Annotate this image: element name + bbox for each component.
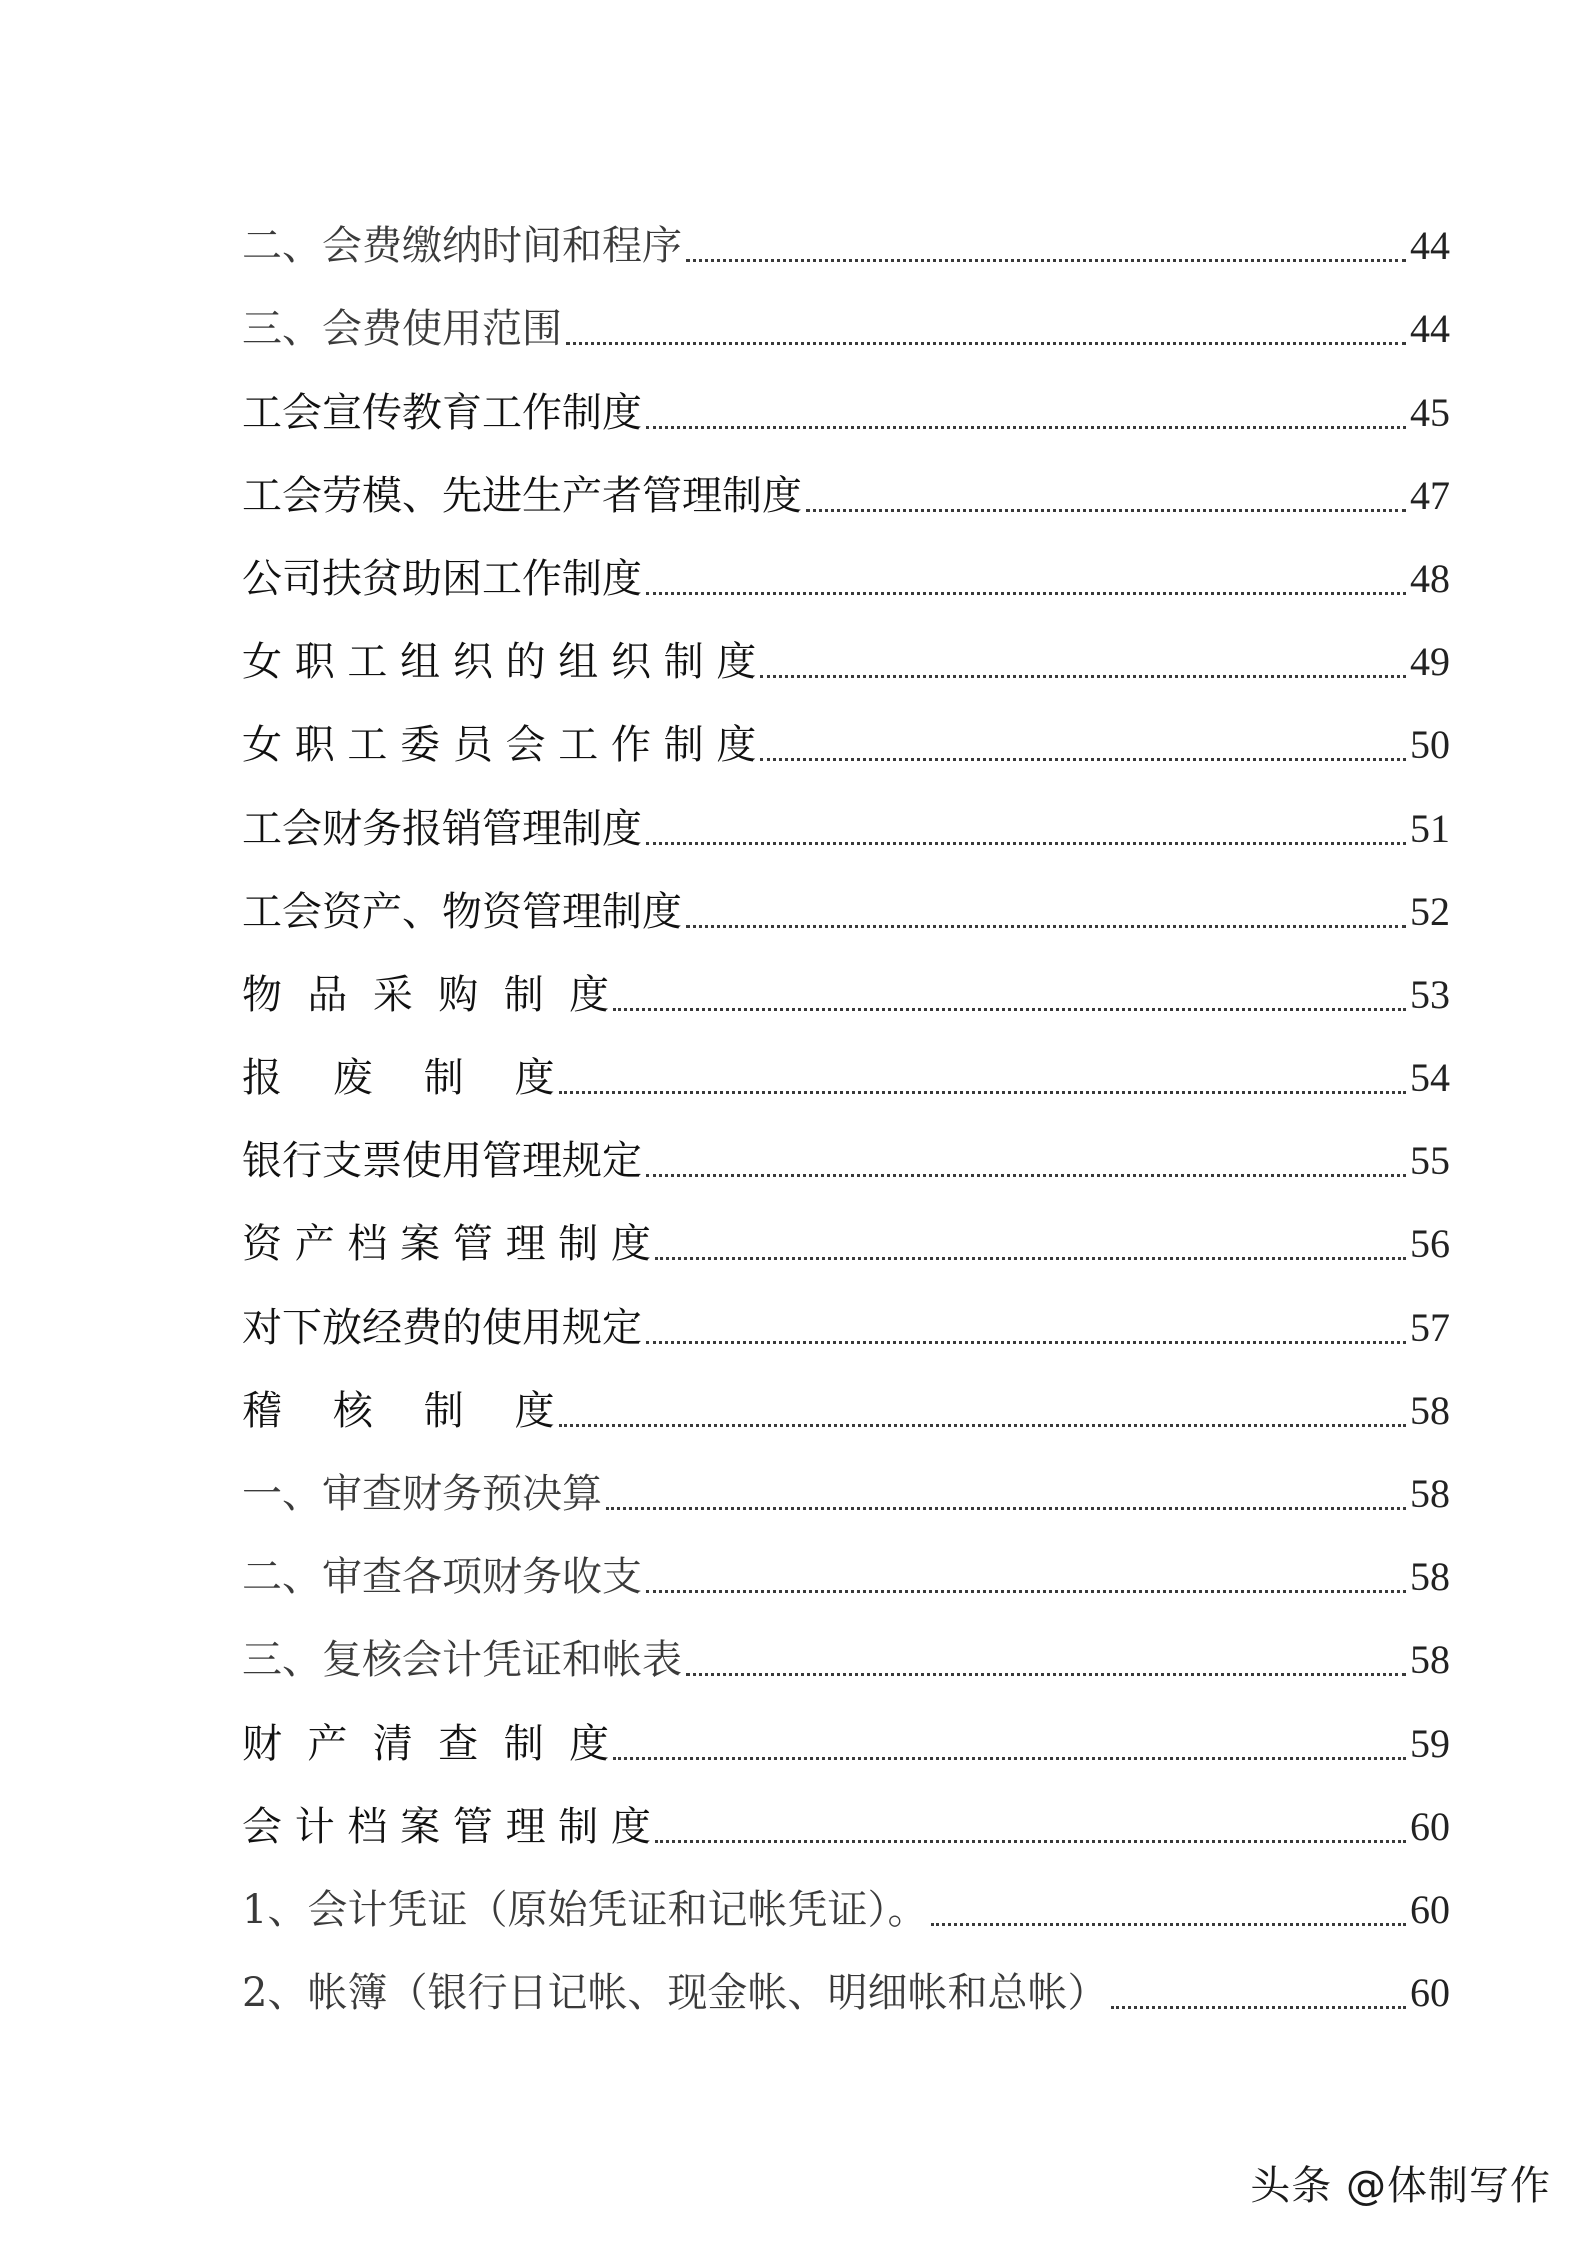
- toc-entry-page-number: 51: [1410, 805, 1450, 851]
- watermark: [1250, 2154, 1551, 2211]
- toc-entry-title: 工会资产、物资管理制度: [242, 888, 682, 935]
- toc-leader-dots: [559, 1424, 1406, 1427]
- toc-entry[interactable]: [242, 1952, 1450, 2035]
- toc-entry-page-number: 48: [1410, 555, 1450, 601]
- toc-leader-dots: [655, 1257, 1406, 1260]
- toc-entry[interactable]: [242, 1037, 1450, 1120]
- toc-entry-page-number: 45: [1410, 389, 1450, 435]
- toc-entry-page-number: 44: [1410, 223, 1450, 269]
- toc-leader-dots: [646, 1590, 1406, 1593]
- toc-entry-title: 2、帐簿（银行日记帐、现金帐、明细帐和总帐）: [242, 1970, 1108, 2017]
- toc-leader-dots: [806, 509, 1406, 512]
- toc-leader-dots: [613, 1008, 1406, 1011]
- toc-entry[interactable]: [242, 787, 1450, 870]
- toc-leader-dots: [931, 1923, 1406, 1926]
- toc-entry-page-number: 58: [1410, 1387, 1450, 1433]
- toc-entry-title: 会 计 档 案 管 理 制 度: [242, 1803, 652, 1850]
- toc-entry-title: 稽 核 制 度: [242, 1387, 555, 1434]
- toc-leader-dots: [646, 1341, 1406, 1344]
- toc-entry-title: 财 产 清 查 制 度: [242, 1720, 610, 1767]
- toc-entry-page-number: 47: [1410, 472, 1450, 518]
- toc-entry-page-number: 52: [1410, 888, 1450, 934]
- toc-entry-page-number: 58: [1410, 1637, 1450, 1683]
- toc-entry-page-number: 60: [1410, 1803, 1450, 1849]
- toc-leader-dots: [686, 925, 1406, 928]
- toc-entry[interactable]: [242, 1786, 1450, 1869]
- toc-entry-page-number: 58: [1410, 1554, 1450, 1600]
- toc-entry-page-number: 59: [1410, 1720, 1450, 1766]
- toc-leader-dots: [686, 1673, 1406, 1676]
- toc-entry-title: 对下放经费的使用规定: [242, 1304, 642, 1351]
- toc-entry-title: 工会财务报销管理制度: [242, 805, 642, 852]
- toc-entry[interactable]: [242, 288, 1450, 371]
- toc-entry-title: 一、审查财务预决算: [242, 1471, 602, 1517]
- toc-entry-title: 报 废 制 度: [242, 1055, 555, 1102]
- toc-entry[interactable]: [242, 871, 1450, 954]
- toc-leader-dots: [646, 1174, 1406, 1177]
- toc-leader-dots: [646, 592, 1406, 595]
- toc-entry-title: 公司扶贫助困工作制度: [242, 555, 642, 602]
- toc-entry-page-number: 60: [1410, 1970, 1450, 2016]
- toc-entry[interactable]: [242, 1203, 1450, 1286]
- toc-entry-page-number: 56: [1410, 1221, 1450, 1267]
- toc-entry[interactable]: [242, 371, 1450, 454]
- toc-entry[interactable]: [242, 1869, 1450, 1952]
- toc-entry[interactable]: [242, 1286, 1450, 1369]
- toc-entry-title: 资 产 档 案 管 理 制 度: [242, 1221, 652, 1268]
- toc-leader-dots: [566, 342, 1406, 345]
- toc-leader-dots: [646, 842, 1406, 845]
- toc-entry-title: 工会宣传教育工作制度: [242, 389, 642, 436]
- toc-leader-dots: [655, 1840, 1406, 1843]
- toc-entry-page-number: 44: [1410, 306, 1450, 352]
- toc-entry[interactable]: [242, 704, 1450, 787]
- toc-entry-page-number: 53: [1410, 971, 1450, 1017]
- toc-entry-title: 1、会计凭证（原始凭证和记帐凭证）。: [242, 1886, 928, 1933]
- toc-leader-dots: [686, 259, 1406, 262]
- toc-leader-dots: [613, 1757, 1406, 1760]
- toc-entry-title: 物 品 采 购 制 度: [242, 971, 610, 1018]
- toc-leader-dots: [760, 675, 1406, 678]
- toc-entry[interactable]: [242, 1370, 1450, 1453]
- watermark-text: 头条 @体制写作: [1250, 2163, 1551, 2209]
- toc-entry-title: 三、会费使用范围: [242, 306, 562, 353]
- toc-entry-title: 二、会费缴纳时间和程序: [242, 223, 682, 270]
- toc-entry-page-number: 58: [1410, 1471, 1450, 1516]
- toc-entry-page-number: 54: [1410, 1055, 1450, 1101]
- toc-entry[interactable]: [242, 455, 1450, 538]
- toc-entry-title: 三、复核会计凭证和帐表: [242, 1637, 682, 1684]
- toc-entry-page-number: 49: [1410, 639, 1450, 685]
- toc-entry-title: 工会劳模、先进生产者管理制度: [242, 472, 802, 519]
- toc-leader-dots: [606, 1507, 1406, 1510]
- toc-leader-dots: [760, 758, 1406, 761]
- toc-entry-page-number: 57: [1410, 1304, 1450, 1350]
- toc-entry[interactable]: [242, 621, 1450, 704]
- toc-entry-title: 女 职 工 组 织 的 组 织 制 度: [242, 639, 757, 686]
- toc-entry[interactable]: [242, 205, 1450, 288]
- toc-entry[interactable]: [242, 538, 1450, 621]
- toc-entry[interactable]: [242, 954, 1450, 1037]
- toc-entry[interactable]: [242, 1120, 1450, 1203]
- toc-entry-page-number: 55: [1410, 1138, 1450, 1184]
- toc-entry-page-number: 50: [1410, 722, 1450, 768]
- toc-entry-title: 女 职 工 委 员 会 工 作 制 度: [242, 722, 757, 769]
- table-of-contents: [242, 205, 1450, 2035]
- toc-leader-dots: [559, 1091, 1406, 1094]
- toc-leader-dots: [1111, 2006, 1406, 2009]
- toc-entry-title: 银行支票使用管理规定: [242, 1138, 642, 1185]
- toc-entry[interactable]: [242, 1453, 1450, 1536]
- toc-leader-dots: [646, 426, 1406, 429]
- toc-entry[interactable]: [242, 1619, 1450, 1702]
- toc-entry-title: 二、审查各项财务收支: [242, 1554, 642, 1601]
- toc-entry[interactable]: [242, 1536, 1450, 1619]
- toc-entry-page-number: 60: [1410, 1886, 1450, 1932]
- toc-entry[interactable]: [242, 1702, 1450, 1785]
